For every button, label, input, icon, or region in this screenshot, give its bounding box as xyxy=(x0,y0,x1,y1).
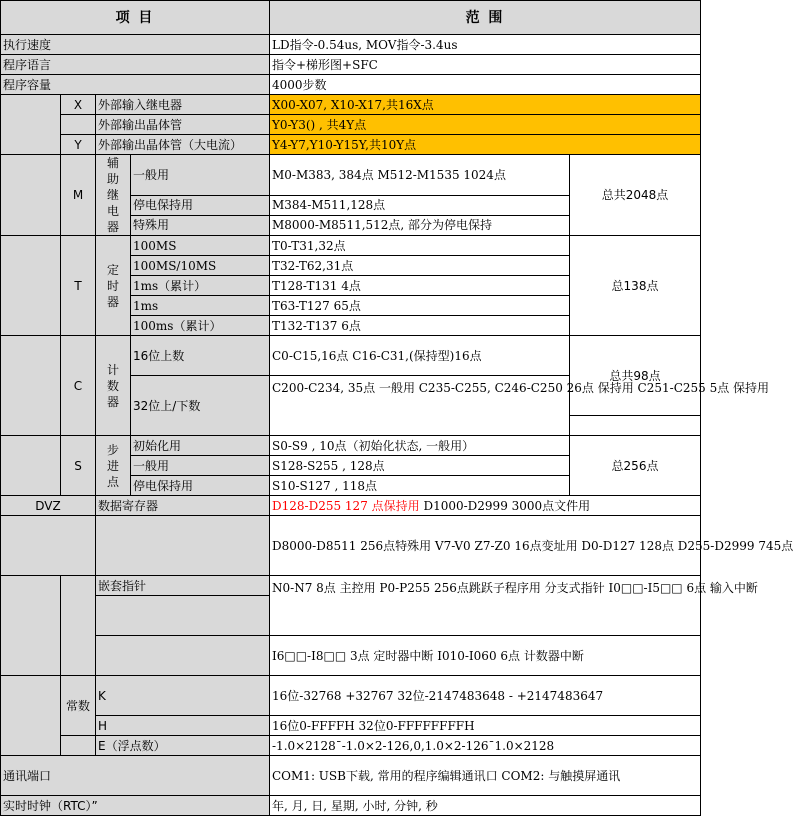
s-r3-value: S10-S127 , 118点 xyxy=(270,476,570,496)
header-item: 项 目 xyxy=(1,1,270,35)
speed-value: LD指令-0.54us, MOV指令-3.4us xyxy=(270,35,701,55)
row-c-1 xyxy=(1,336,701,376)
t-r1-value: T0-T31,32点 xyxy=(270,236,570,256)
m-special-value: M8000-M8511,512点, 部分为停电保持 xyxy=(270,215,570,235)
t-r4-label: 1ms xyxy=(131,296,270,316)
dvz-code: DVZ xyxy=(1,496,96,516)
dvz-value-hold: D128-D255 127 点保持用 xyxy=(272,498,420,513)
s-r1-value: S0-S9 , 10点（初始化状态, 一般用） xyxy=(270,436,570,456)
m-hold-value: M384-M511,128点 xyxy=(270,195,570,215)
row-comm xyxy=(1,756,701,796)
const-h-value: 16位0-FFFFH 32位0-FFFFFFFFH xyxy=(270,716,701,736)
ptr-value2: I6□□-I8□□ 3点 定时器中断 I010-I060 6点 计数器中断 xyxy=(270,636,701,676)
const-label: 常数 xyxy=(61,676,96,736)
s-code: S xyxy=(61,436,96,496)
c-r2-value: C200-C234, 35点 一般用 C235-C255, C246-C250 26点 保持用 C251-C255 5点 保持用 xyxy=(270,376,570,436)
c-total: 总共98点 xyxy=(570,336,701,416)
capacity-label: 程序容量 xyxy=(1,75,270,95)
row-ptr-3 xyxy=(1,636,701,676)
const-k-label: K xyxy=(96,676,270,716)
x-label: 外部输入继电器 xyxy=(96,95,270,115)
m-code: M xyxy=(61,155,96,236)
t-r1-label: 100MS xyxy=(131,236,270,256)
s-total: 总256点 xyxy=(570,436,701,496)
row-const-k xyxy=(1,676,701,716)
y2-code: Y xyxy=(61,135,96,155)
x-code: X xyxy=(61,95,96,115)
ptr-label-blank xyxy=(96,596,270,636)
s-r1-label: 初始化用 xyxy=(131,436,270,456)
t-r3-label: 1ms（累计） xyxy=(131,276,270,296)
rtc-label: 实时时钟（RTC）” xyxy=(1,796,270,816)
dvz-value-file: D1000-D2999 3000点文件用 xyxy=(419,498,591,513)
m-general-value: M0-M383, 384点 M512-M1535 1024点 xyxy=(270,155,570,196)
x-value: X00-X07, X10-X17,共16X点 xyxy=(270,95,701,115)
m-group: 辅 助 继 电 器 xyxy=(96,155,131,236)
row-x xyxy=(1,95,701,115)
ptr-blank-a xyxy=(1,576,61,676)
row-capacity xyxy=(1,75,701,95)
comm-value: COM1: USB下载, 常用的程序编辑通讯口 COM2: 与触摸屏通讯 xyxy=(270,756,701,796)
const-h-label: H xyxy=(96,716,270,736)
s-blank xyxy=(1,436,61,496)
c-group: 计 数 器 xyxy=(96,336,131,436)
row-t-1 xyxy=(1,236,701,256)
const-k-value: 16位-32768 +32767 32位-2147483648 - +2147483647 xyxy=(270,676,701,716)
t-r5-value: T132-T137 6点 xyxy=(270,316,570,336)
lang-value: 指令+梯形图+SFC xyxy=(270,55,701,75)
row-s-1 xyxy=(1,436,701,456)
row-y1 xyxy=(1,115,701,135)
header-range: 范 围 xyxy=(270,1,701,35)
header-row xyxy=(1,1,701,35)
c-total-empty xyxy=(570,416,701,436)
s-r2-label: 一般用 xyxy=(131,456,270,476)
c-blank xyxy=(1,336,61,436)
t-blank xyxy=(1,236,61,336)
s-r3-label: 停电保持用 xyxy=(131,476,270,496)
y1-value: Y0-Y3() , 共4Y点 xyxy=(270,115,701,135)
dvz-value xyxy=(270,496,701,516)
t-r2-label: 100MS/10MS xyxy=(131,256,270,276)
const-blank xyxy=(1,676,61,756)
ptr-label-blank-2 xyxy=(96,636,270,676)
const-e-value: -1.0×2128¯-1.0×2-126,0,1.0×2-126¯1.0×2128 xyxy=(270,736,701,756)
t-r3-value: T128-T131 4点 xyxy=(270,276,570,296)
c-r1-label: 16位上数 xyxy=(131,336,270,376)
row-const-e xyxy=(1,736,701,756)
m-special-label: 特殊用 xyxy=(131,215,270,235)
ptr-blank-b xyxy=(61,576,96,676)
row-dvz-2 xyxy=(1,516,701,576)
m-total: 总共2048点 xyxy=(570,155,701,236)
ptr-label: 嵌套指针 xyxy=(96,576,270,596)
c-r2-label: 32位上/下数 xyxy=(131,376,270,436)
dvz-blank xyxy=(1,516,96,576)
dvz-value2: D8000-D8511 256点特殊用 V7-V0 Z7-Z0 16点变址用 D0-D127 128点 D255-D2999 745点 xyxy=(270,516,701,576)
s-r2-value: S128-S255 , 128点 xyxy=(270,456,570,476)
rtc-value: 年, 月, 日, 星期, 小时, 分钟, 秒 xyxy=(270,796,701,816)
speed-label: 执行速度 xyxy=(1,35,270,55)
io-blank xyxy=(1,95,61,155)
row-rtc xyxy=(1,796,701,816)
ptr-value: N0-N7 8点 主控用 P0-P255 256点跳跃子程序用 分支式指针 I0□□-I5□□ 6点 输入中断 xyxy=(270,576,701,636)
row-ptr-1 xyxy=(1,576,701,596)
y2-label: 外部输出晶体管（大电流） xyxy=(96,135,270,155)
row-lang xyxy=(1,55,701,75)
dvz-label2-blank xyxy=(96,516,270,576)
s-group: 步 进 点 xyxy=(96,436,131,496)
capacity-value: 4000步数 xyxy=(270,75,701,95)
dvz-label: 数据寄存器 xyxy=(96,496,270,516)
row-speed xyxy=(1,35,701,55)
t-r4-value: T63-T127 65点 xyxy=(270,296,570,316)
m-blank xyxy=(1,155,61,236)
m-general-label: 一般用 xyxy=(131,155,270,196)
row-y2 xyxy=(1,135,701,155)
y2-value: Y4-Y7,Y10-Y15Y,共10Y点 xyxy=(270,135,701,155)
c-code: C xyxy=(61,336,96,436)
m-hold-label: 停电保持用 xyxy=(131,195,270,215)
y1-label: 外部输出晶体管 xyxy=(96,115,270,135)
t-group: 定 时 器 xyxy=(96,236,131,336)
y1-code xyxy=(61,115,96,135)
lang-label: 程序语言 xyxy=(1,55,270,75)
const-e-label: E（浮点数） xyxy=(96,736,270,756)
t-r5-label: 100ms（累计） xyxy=(131,316,270,336)
comm-label: 通讯端口 xyxy=(1,756,270,796)
t-code: T xyxy=(61,236,96,336)
row-m-general xyxy=(1,155,701,196)
row-dvz-1 xyxy=(1,496,701,516)
c-r1-value: C0-C15,16点 C16-C31,(保持型)16点 xyxy=(270,336,570,376)
row-const-h xyxy=(1,716,701,736)
const-e-blank xyxy=(61,736,96,756)
t-r2-value: T32-T62,31点 xyxy=(270,256,570,276)
t-total: 总138点 xyxy=(570,236,701,336)
